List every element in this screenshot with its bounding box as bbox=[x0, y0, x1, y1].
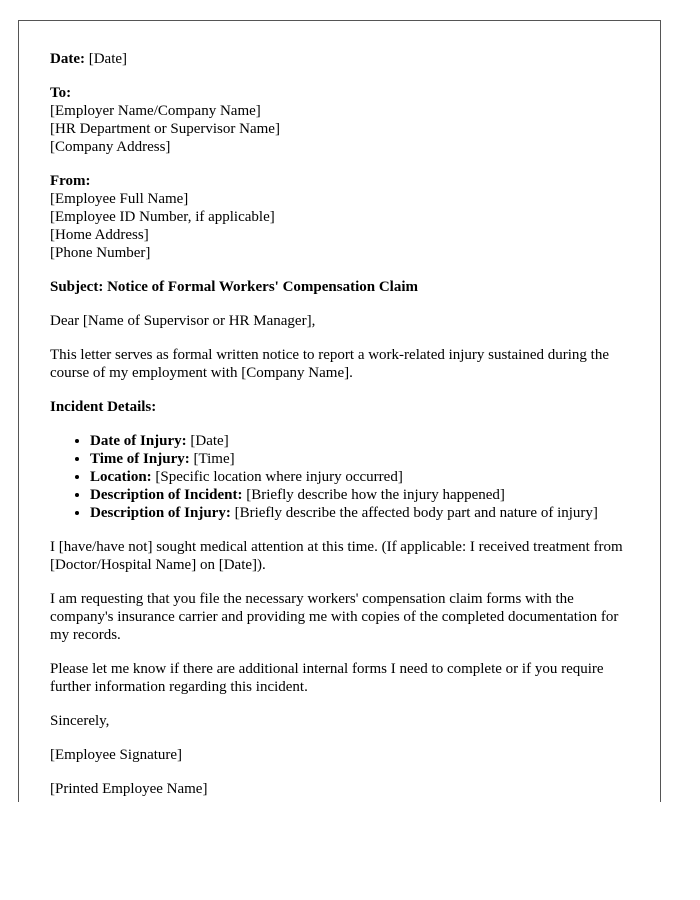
recipient-heading bbox=[50, 84, 640, 102]
detail-value: [Date] bbox=[190, 433, 229, 449]
list-item bbox=[90, 450, 640, 468]
sender-line: [Home Address] bbox=[50, 227, 149, 243]
subject-text: Subject: Notice of Formal Workers' Compensation Claim bbox=[50, 279, 419, 295]
request-paragraph: I am requesting that you file the necessary workers' compensation claim forms with the company's insurance carrier and providing me with copies of the completed documentation for my records. bbox=[50, 591, 619, 643]
recipient-label: To: bbox=[50, 85, 72, 101]
intro-paragraph: This letter serves as formal written notice to report a work-related injury sustained during the course of my employment with [Company Name]. bbox=[50, 347, 609, 381]
sender-label: From: bbox=[50, 173, 91, 189]
medical-paragraph: I [have/have not] sought medical attention at this time. (If applicable: I received treatment from [Doctor/Hospital Name] on [Date]). bbox=[50, 539, 623, 573]
list-item bbox=[90, 486, 640, 504]
recipient-line: [Company Address] bbox=[50, 139, 171, 155]
detail-label: Location: bbox=[90, 469, 152, 485]
list-item bbox=[90, 468, 640, 486]
incident-details-list bbox=[50, 432, 640, 522]
closing: Sincerely, bbox=[50, 713, 110, 729]
letter-body bbox=[50, 50, 640, 798]
list-item bbox=[90, 504, 640, 522]
printed-name-placeholder: [Printed Employee Name] bbox=[50, 781, 208, 797]
detail-label: Description of Injury: bbox=[90, 505, 231, 521]
detail-label: Date of Injury: bbox=[90, 433, 187, 449]
detail-label: Time of Injury: bbox=[90, 451, 190, 467]
sender-block bbox=[50, 172, 640, 262]
salutation: Dear [Name of Supervisor or HR Manager], bbox=[50, 313, 316, 329]
followup-paragraph: Please let me know if there are additional internal forms I need to complete or if you require further information regarding this incident. bbox=[50, 661, 604, 695]
list-item bbox=[90, 432, 640, 450]
incident-heading-text: Incident Details: bbox=[50, 399, 157, 415]
date-line bbox=[50, 50, 640, 68]
sender-line: [Employee ID Number, if applicable] bbox=[50, 209, 275, 225]
sender-line: [Phone Number] bbox=[50, 245, 151, 261]
detail-value: [Specific location where injury occurred] bbox=[155, 469, 403, 485]
signature-placeholder: [Employee Signature] bbox=[50, 747, 183, 763]
recipient-line: [Employer Name/Company Name] bbox=[50, 103, 261, 119]
recipient-line: [HR Department or Supervisor Name] bbox=[50, 121, 280, 137]
detail-value: [Briefly describe the affected body part and nature of injury] bbox=[234, 505, 598, 521]
recipient-block bbox=[50, 84, 640, 156]
letter-page bbox=[18, 20, 661, 802]
incident-heading bbox=[50, 398, 640, 416]
detail-value: [Briefly describe how the injury happened] bbox=[246, 487, 505, 503]
detail-label: Description of Incident: bbox=[90, 487, 243, 503]
sender-line: [Employee Full Name] bbox=[50, 191, 189, 207]
subject-line bbox=[50, 278, 640, 296]
date-value: [Date] bbox=[88, 51, 128, 67]
sender-heading bbox=[50, 172, 640, 190]
date-label: Date: bbox=[50, 51, 85, 67]
detail-value: [Time] bbox=[193, 451, 235, 467]
